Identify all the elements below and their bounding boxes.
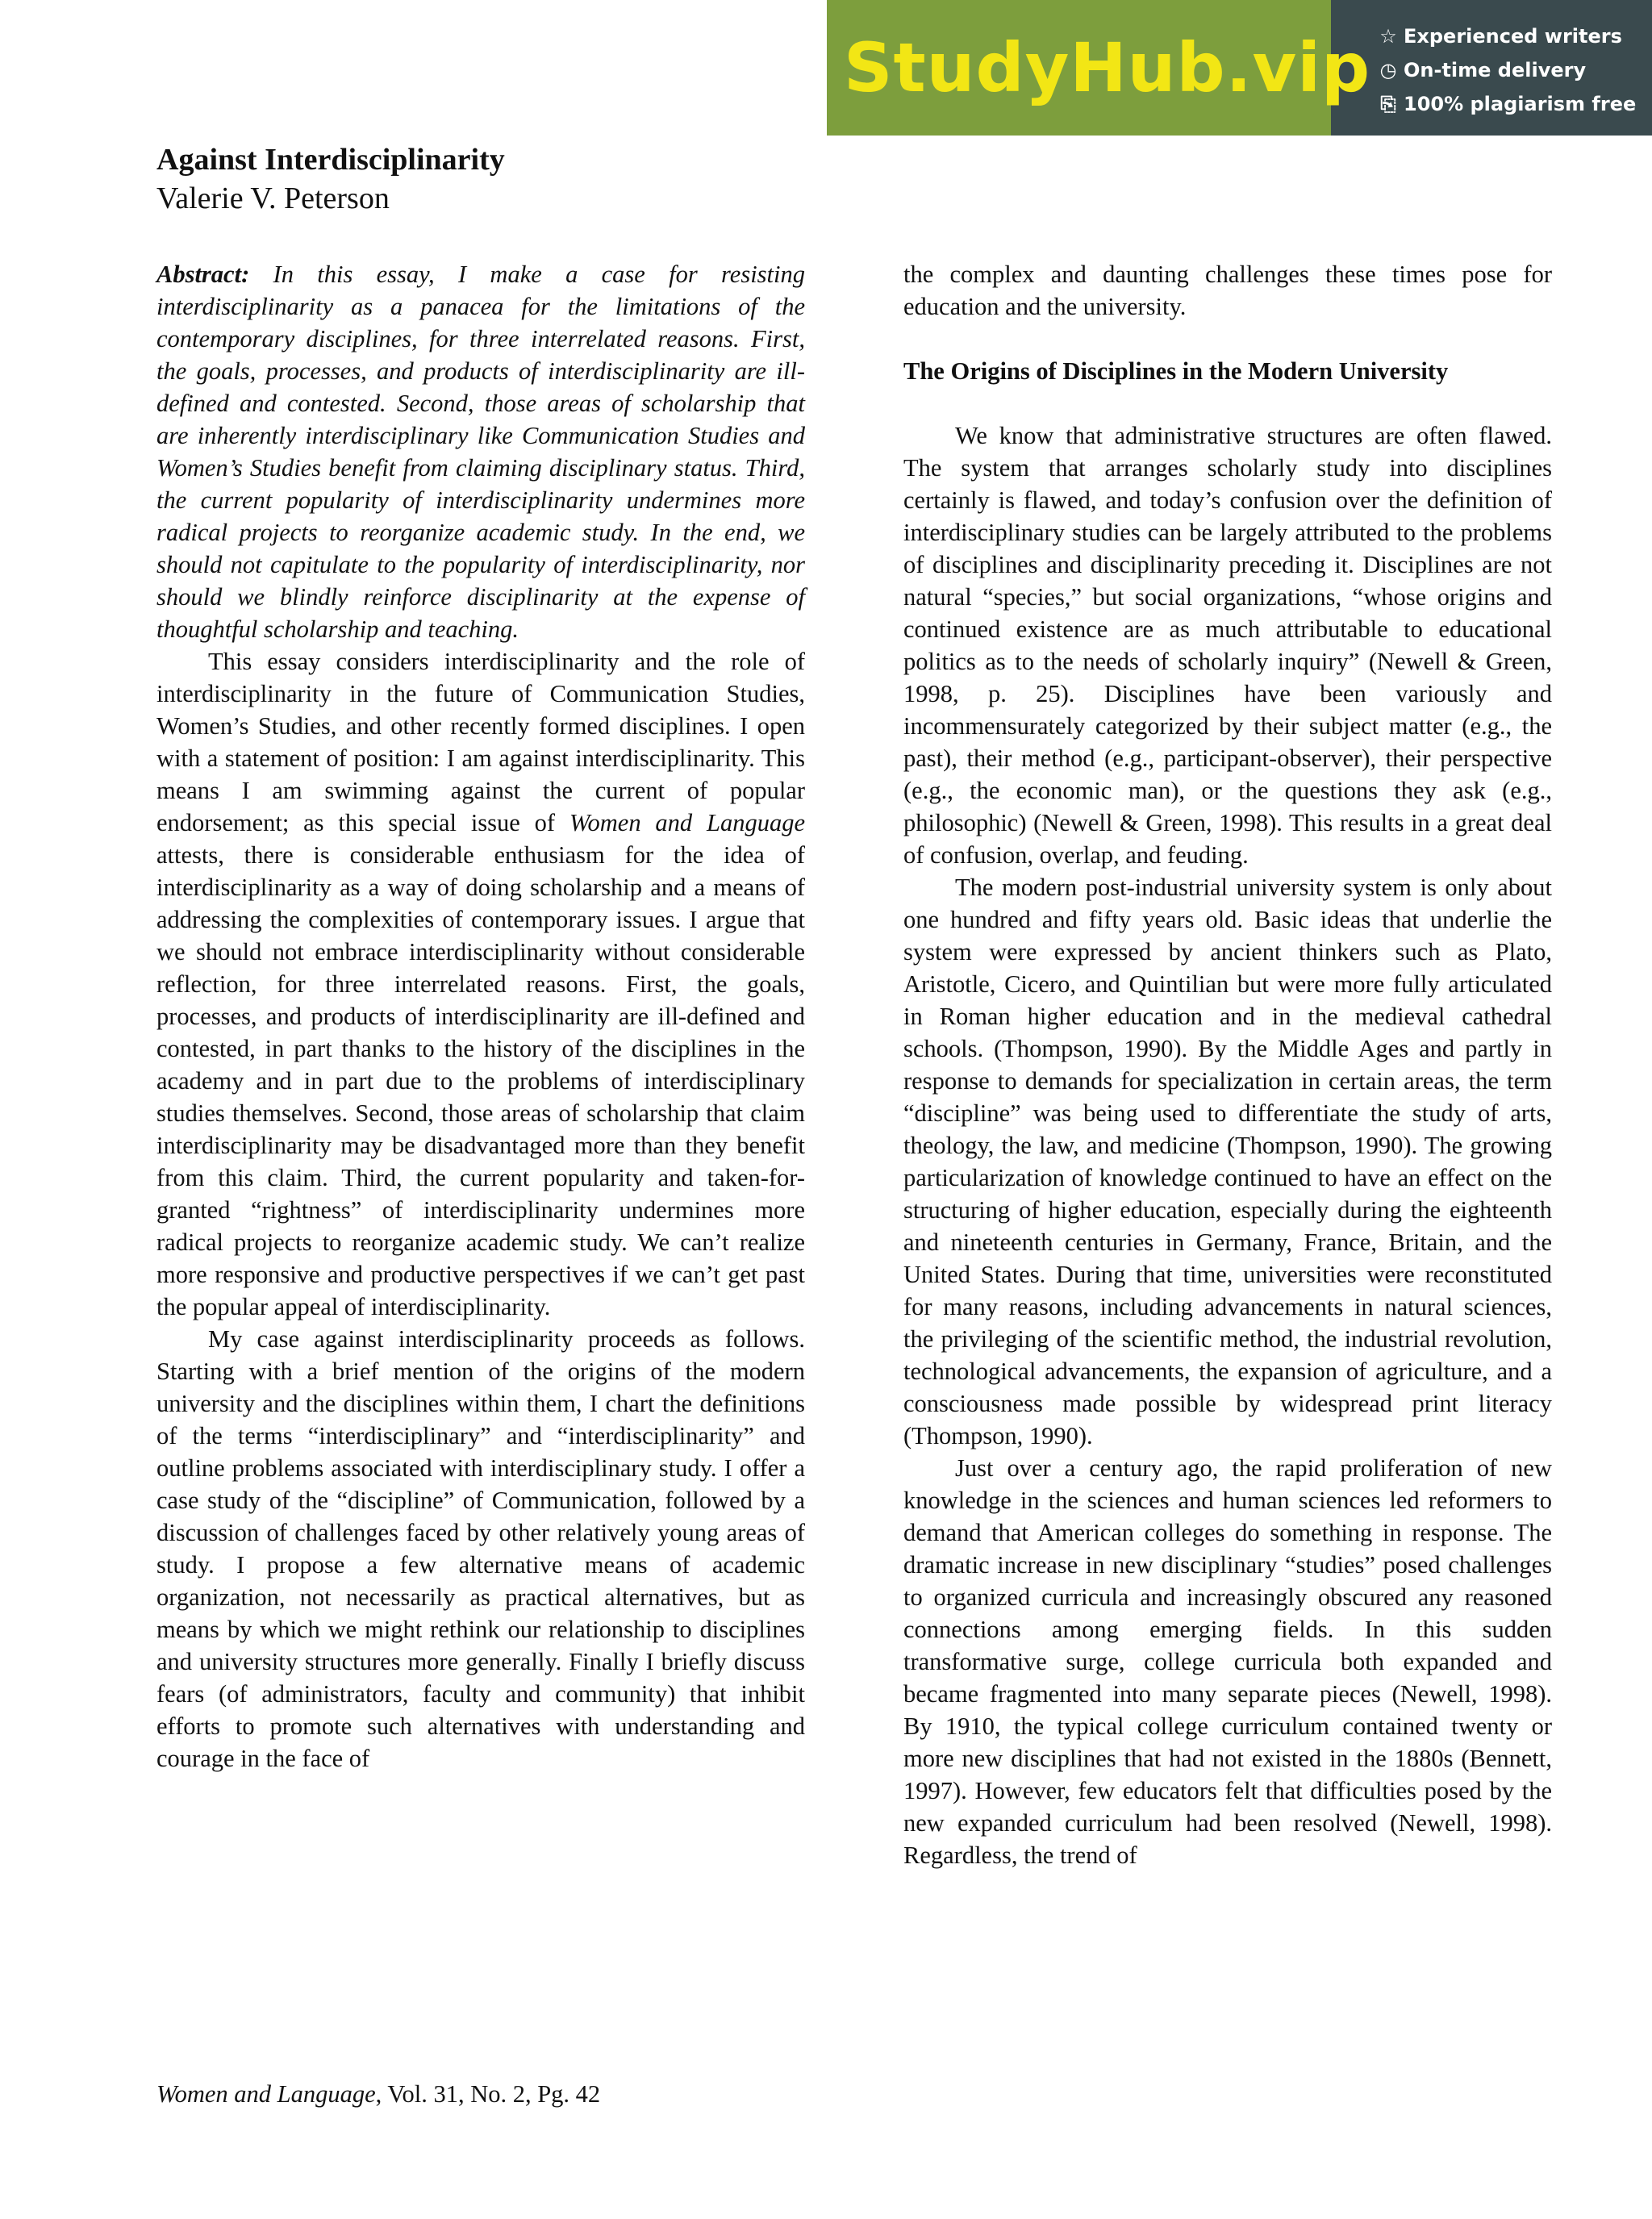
feature-label: Experienced writers (1404, 25, 1622, 48)
feature-item (1378, 87, 1636, 121)
feature-label: On-time delivery (1404, 59, 1587, 81)
body-paragraph: The modern post-industrial university system is only about one hundred and fifty years old. Basic ideas that underlie the system were expressed by ancient thinkers such as Plato, Aristotle, Cicero, and Quintilian but were more fully articulated in Roman higher education and in the medieval cathedral schools. (Thompson, 1990). By the Middle Ages and partly in response to demands for specialization in certain areas, the term “discipline” was being used to differentiate the study of arts, theology, the law, and medicine (Thompson, 1990). The growing particularization of knowledge continued to have an effect on the structuring of higher education, especially during the eighteenth and nineteenth centuries in Germany, France, Britain, and the United States. During that time, universities were reconstituted for many reasons, including advancements in natural sciences, the privileging of the scientific method, the industrial revolution, technological advancements, the expansion of agriculture, and a consciousness made possible by widespread print literacy (Thompson, 1990). (903, 874, 1552, 1449)
footer-citation: , Vol. 31, No. 2, Pg. 42 (375, 2080, 601, 2108)
body-text: attests, there is considerable enthusiasm for the idea of interdisciplinarity as a way of doing scholarship and a means of addressing the complexities of contemporary issues. I argue that we should not embrace interdisciplinarity without considerable reflection, for three interrelated reasons. First, the goals, processes, and products of interdisciplinarity are ill-defined and contested, in part thanks to the history of the disciplines in the academy and in part due to the problems of interdisciplinary studies themselves. Second, those areas of scholarship that claim interdisciplinarity may be disadvantaged more than they benefit from this claim. Third, the current popularity and taken-for-granted “rightness” of interdisciplinarity undermines more radical projects to reorganize academic study. We can’t realize more responsive and productive perspectives if we can’t get past the popular appeal of interdisciplinarity. (156, 841, 805, 1320)
feature-label: 100% plagiarism free (1404, 93, 1637, 115)
article-author: Valerie V. Peterson (156, 181, 390, 215)
section-heading: The Origins of Disciplines in the Modern University (903, 357, 1449, 385)
clock-icon: ◷ (1379, 59, 1397, 81)
body-paragraph (156, 645, 805, 1323)
feature-item (1378, 19, 1636, 53)
article-title: Against Interdisciplinarity (156, 143, 505, 177)
document-check-icon: ⎘ (1380, 93, 1396, 115)
abstract (156, 258, 805, 645)
page-footer (156, 2078, 600, 2110)
body-paragraph: We know that administrative structures are often flawed. The system that arranges scholarly study into disciplines certainly is flawed, and today’s confusion over the definition of interdisciplinary studies can be largely attributed to the problems of disciplines and disciplinarity preceding it. Disciplines are not natural “species,” but social organizations, “whose origins and continued existence are as much attributable to educational politics as to the needs of scholarly inquiry” (Newell & Green, 1998, p. 25). Disciplines have been variously and incommensurately categorized by their subject matter (e.g., the past), their method (e.g., participant-observer), their perspective (e.g., the economic man), or the questions they ask (e.g., philosophic) (Newell & Green, 1998). This results in a great deal of confusion, overlap, and feuding. (903, 422, 1552, 869)
feature-list (1378, 19, 1636, 121)
left-column (156, 258, 805, 1775)
star-icon: ☆ (1379, 25, 1397, 48)
right-column (903, 258, 1552, 1871)
abstract-text: In this essay, I make a case for resisting interdisciplinarity as a panacea for the limitations of the contemporary disciplines, for three interrelated reasons. First, the goals, processes, and products of interdisciplinarity are ill-defined and contested. Second, those areas of scholarship that are inherently interdisciplinary like Communication Studies and Women’s Studies benefit from claiming disciplinary status. Third, the current popularity of interdisciplinarity undermines more radical projects to reorganize academic study. In the end, we should not capitulate to the popularity of interdisciplinarity, nor should we blindly reinforce disciplinarity at the expense of thoughtful scholarship and teaching. (156, 261, 805, 643)
body-text: This essay considers interdisciplinarity and the role of interdisciplinarity in the future of Communication Studies, Women’s Studies, and other recently formed disciplines. I open with a statement of position: I am against interdisciplinarity. This means I am swimming against the current of popular endorsement; as this special issue of (156, 648, 805, 836)
body-paragraph: the complex and daunting challenges these times pose for education and the university. (903, 261, 1552, 320)
feature-item (1378, 53, 1636, 87)
body-paragraph: My case against interdisciplinarity proceeds as follows. Starting with a brief mention of the origins of the modern university and the disciplines within them, I chart the definitions of the terms “interdisciplinary” and “interdisciplinarity” and outline problems associated with interdisciplinary study. I offer a case study of the “discipline” of Communication, followed by a discussion of challenges faced by other relatively young areas of study. I propose a few alternative means of academic organization, not necessarily as practical alternatives, but as means by which we might rethink our relationship to disciplines and university structures more generally. Finally I briefly discuss fears (of administrators, faculty and community) that inhibit efforts to promote such alternatives with understanding and courage in the face of (156, 1325, 805, 1772)
body-paragraph: Just over a century ago, the rapid proliferation of new knowledge in the sciences and human sciences led reformers to demand that American colleges do something in response. The dramatic increase in new disciplinary “studies” posed challenges to organized curricula and increasingly obscured any reasoned connections among emerging fields. In this sudden transformative surge, college curricula both expanded and became fragmented into many separate pieces (Newell, 1998). By 1910, the typical college curriculum contained twenty or more new disciplines that had not existed in the 1880s (Bennett, 1997). However, few educators felt that difficulties posed by the new expanded curriculum had been resolved (Newell, 1998). Regardless, the trend of (903, 1454, 1552, 1869)
brand-logo[interactable]: StudyHub.vip (844, 28, 1371, 107)
abstract-label: Abstract: (156, 261, 250, 288)
journal-name: Women and Language (569, 809, 806, 836)
footer-journal: Women and Language (156, 2080, 376, 2108)
